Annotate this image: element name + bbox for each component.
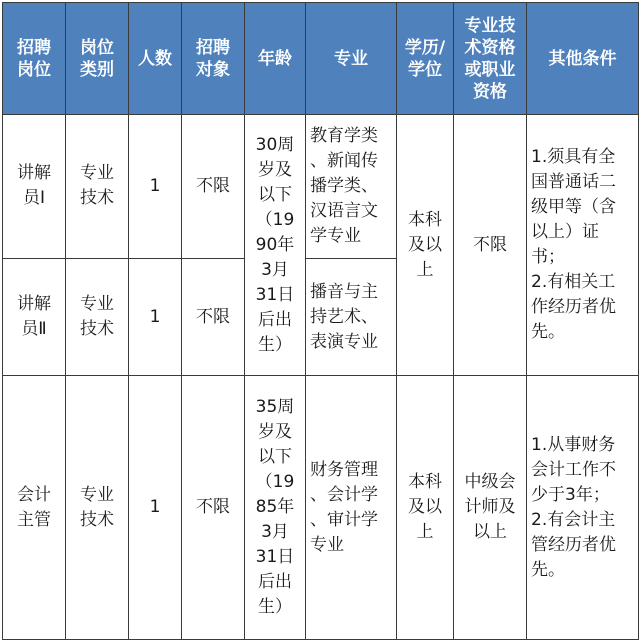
header-category: 岗位 类别 <box>66 3 129 115</box>
age-cell: 35周 岁及 以下 （19 85年 3月 31日 后出 生） <box>245 376 306 640</box>
recruitment-table <box>2 2 639 640</box>
position-cell: 讲解 员Ⅰ <box>3 115 66 259</box>
target-cell: 不限 <box>182 115 245 259</box>
other-cell: 1.须具有全 国普通话二 级甲等（含 以上）证 书； 2.有相关工 作经历者优 先。 <box>527 115 639 376</box>
major-cell: 财务管理 、会计学 、审计学 专业 <box>306 376 397 640</box>
target-cell: 不限 <box>182 376 245 640</box>
header-qualification: 专业技 术资格 或职业 资格 <box>454 3 527 115</box>
count-cell: 1 <box>129 376 182 640</box>
table-row <box>3 115 639 259</box>
education-cell: 本科 及以 上 <box>397 115 454 376</box>
header-other: 其他条件 <box>527 3 639 115</box>
target-cell: 不限 <box>182 258 245 376</box>
header-age: 年龄 <box>245 3 306 115</box>
header-education: 学历/ 学位 <box>397 3 454 115</box>
header-count: 人数 <box>129 3 182 115</box>
qualification-cell: 不限 <box>454 115 527 376</box>
header-target: 招聘 对象 <box>182 3 245 115</box>
qualification-cell: 中级会 计师及 以上 <box>454 376 527 640</box>
other-cell: 1.从事财务 会计工作不 少于3年； 2.有会计主 管经历者优 先。 <box>527 376 639 640</box>
major-cell: 教育学类 、新闻传 播学类、 汉语言文 学专业 <box>306 115 397 259</box>
count-cell: 1 <box>129 258 182 376</box>
header-position: 招聘 岗位 <box>3 3 66 115</box>
category-cell: 专业 技术 <box>66 258 129 376</box>
position-cell: 会计 主管 <box>3 376 66 640</box>
header-major: 专业 <box>306 3 397 115</box>
table-row <box>3 376 639 640</box>
category-cell: 专业 技术 <box>66 376 129 640</box>
education-cell: 本科 及以 上 <box>397 376 454 640</box>
position-cell: 讲解 员Ⅱ <box>3 258 66 376</box>
major-cell: 播音与主 持艺术、 表演专业 <box>306 258 397 376</box>
header-row <box>3 3 639 115</box>
age-cell: 30周 岁及 以下 （19 90年 3月 31日 后出 生） <box>245 115 306 376</box>
category-cell: 专业 技术 <box>66 115 129 259</box>
count-cell: 1 <box>129 115 182 259</box>
